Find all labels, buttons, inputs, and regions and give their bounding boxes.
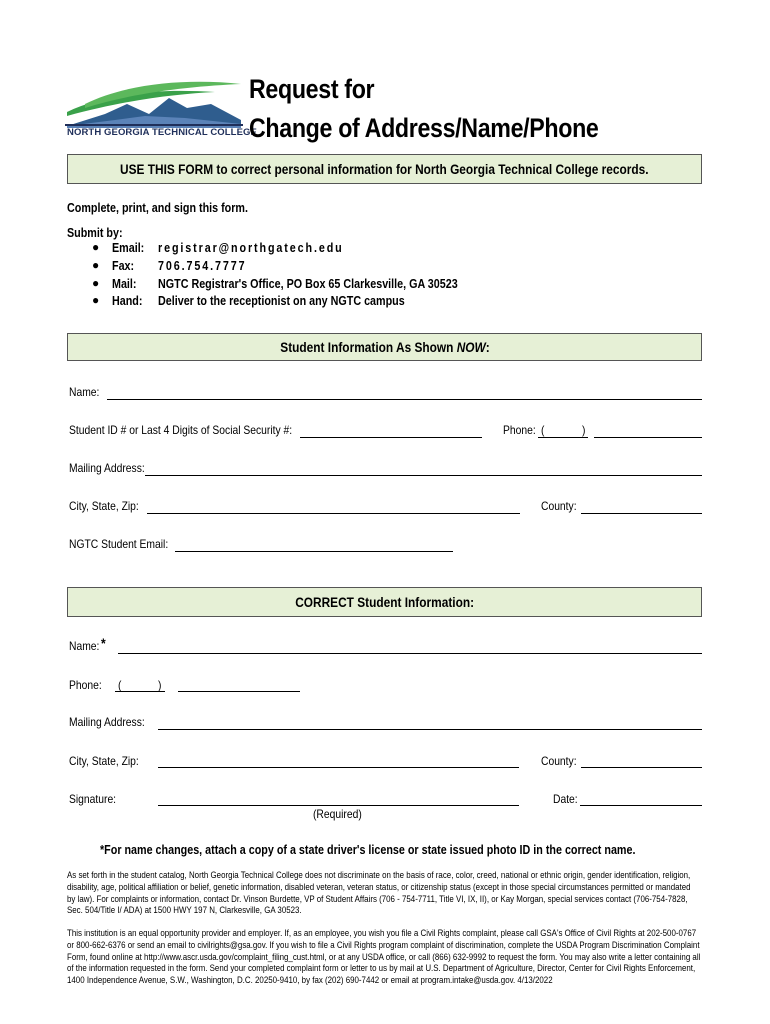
date-label: Date:	[553, 792, 578, 806]
form-title-line2: Change of Address/Name/Phone	[249, 113, 599, 143]
current-phone-label: Phone:	[503, 423, 536, 437]
correct-phone-field[interactable]	[178, 691, 300, 692]
bullet-icon: ●	[92, 293, 100, 307]
intro-banner	[67, 154, 702, 184]
correct-heading-emph: CORRECT	[295, 594, 354, 610]
correct-area-code-field[interactable]	[115, 691, 165, 692]
bullet-icon: ●	[92, 258, 100, 272]
current-county-field[interactable]	[581, 513, 702, 514]
current-city-field[interactable]	[147, 513, 520, 514]
mail-method-value: NGTC Registrar's Office, PO Box 65 Clarkesville, GA 30523	[158, 277, 458, 291]
correct-county-label: County:	[541, 754, 577, 768]
current-email-label: NGTC Student Email:	[69, 537, 169, 551]
current-heading-text: Student Information As Shown	[279, 339, 457, 355]
correct-name-field[interactable]	[118, 653, 702, 654]
correct-city-field[interactable]	[158, 767, 519, 768]
correct-info-heading	[67, 587, 702, 617]
correct-city-label: City, State, Zip:	[69, 754, 139, 768]
current-phone-paren-open: (	[541, 423, 545, 437]
bullet-icon: ●	[92, 240, 100, 254]
name-change-footnote: *For name changes, attach a copy of a state driver's license or state issued photo ID in the correct name.	[100, 843, 636, 857]
current-heading-colon: :	[485, 339, 490, 355]
hand-method-label: Hand:	[112, 294, 143, 308]
correct-phone-label: Phone:	[69, 678, 102, 692]
current-county-label: County:	[541, 499, 577, 513]
current-name-field[interactable]	[107, 399, 702, 400]
required-note: (Required)	[313, 807, 362, 821]
fax-method-label: Fax:	[112, 259, 135, 273]
correct-phone-paren-close: )	[158, 678, 162, 692]
current-area-code-field[interactable]	[538, 437, 588, 438]
logo-wordmark: NORTH GEORGIA TECHNICAL COLLEGE	[67, 127, 257, 138]
current-info-heading	[67, 333, 702, 361]
signature-label: Signature:	[69, 792, 117, 806]
required-star: *	[101, 635, 106, 651]
date-field[interactable]	[580, 805, 702, 806]
form-title-line1: Request for	[249, 74, 375, 104]
correct-mailing-label: Mailing Address:	[69, 715, 145, 729]
current-phone-paren-close: )	[582, 423, 586, 437]
current-email-field[interactable]	[175, 551, 453, 552]
correct-name-label: Name:	[69, 639, 100, 653]
correct-mailing-field[interactable]	[158, 729, 702, 730]
current-mailing-field[interactable]	[145, 475, 702, 476]
current-city-label: City, State, Zip:	[69, 499, 139, 513]
fax-method-value: 706.754.7777	[158, 259, 247, 273]
email-method-value: registrar@northgatech.edu	[158, 241, 344, 255]
current-mailing-label: Mailing Address:	[69, 461, 145, 475]
email-method-label: Email:	[112, 241, 145, 255]
correct-county-field[interactable]	[581, 767, 702, 768]
nondiscrimination-statement: As set forth in the student catalog, North Georgia Technical College does not discriminate on the basis of race, color, creed, national or ethnic origin, gender identification, religion, disability, age, political affiliation or belief, genetic information, disabled veteran, veteran status, or citizenship status (except in those special circumstances permitted or mandated by law). For complaints or information, contact Dr. Vinson Burdette, VP of Student Affairs (706 - 754-7711, Title VI, IX, II), or Kay Morgan, special services contact (706-754-7828, Sec. 504/Title I/ ADA) at 1500 HWY 197 N, Clarkesville, GA 30523.	[67, 870, 691, 916]
current-heading-emph: NOW	[456, 339, 486, 355]
current-id-field[interactable]	[300, 437, 482, 438]
bullet-icon: ●	[92, 276, 100, 290]
intro-text: to correct personal information for North Georgia Technical College records.	[213, 161, 649, 177]
submit-by-label: Submit by:	[67, 226, 123, 240]
mail-method-label: Mail:	[112, 277, 137, 291]
complete-instruction: Complete, print, and sign this form.	[67, 201, 248, 215]
signature-field[interactable]	[158, 805, 519, 806]
intro-lead: USE THIS FORM	[120, 161, 214, 177]
correct-phone-paren-open: (	[118, 678, 122, 692]
current-id-label: Student ID # or Last 4 Digits of Social Security #:	[69, 423, 293, 437]
equal-opportunity-statement: This institution is an equal opportunity provider and employer. If, as an employee, you wish you file a Civil Rights complaint, please call GSA's Office of Civil Rights at 202-500-0767 or 800-662-6376 or send an email to civilrights@gsa.gov. If you wish to file a Civil Rights program complaint of discrimination, complete the USDA Program Discrimination Complaint Form, found online at http://www.ascr.usda.gov/complaint_filing_cust.html, or at any USDA office, or call (866) 632-9992 to request the form. You may also write a letter containing all of the information requested in the form. Send your completed complaint form or letter to us by mail at U.S. Department of Agriculture, Director, Center for Civil Rights Enforcement, 1400 Independence Avenue, S.W., Washington, D.C. 20250-9410, by fax (202) 690-7442 or email at program.intake@usda.gov. 4/13/2022	[67, 928, 701, 986]
hand-method-value: Deliver to the receptionist on any NGTC campus	[158, 294, 405, 308]
correct-heading-text: Student Information:	[353, 594, 474, 610]
current-phone-field[interactable]	[594, 437, 702, 438]
current-name-label: Name:	[69, 385, 100, 399]
